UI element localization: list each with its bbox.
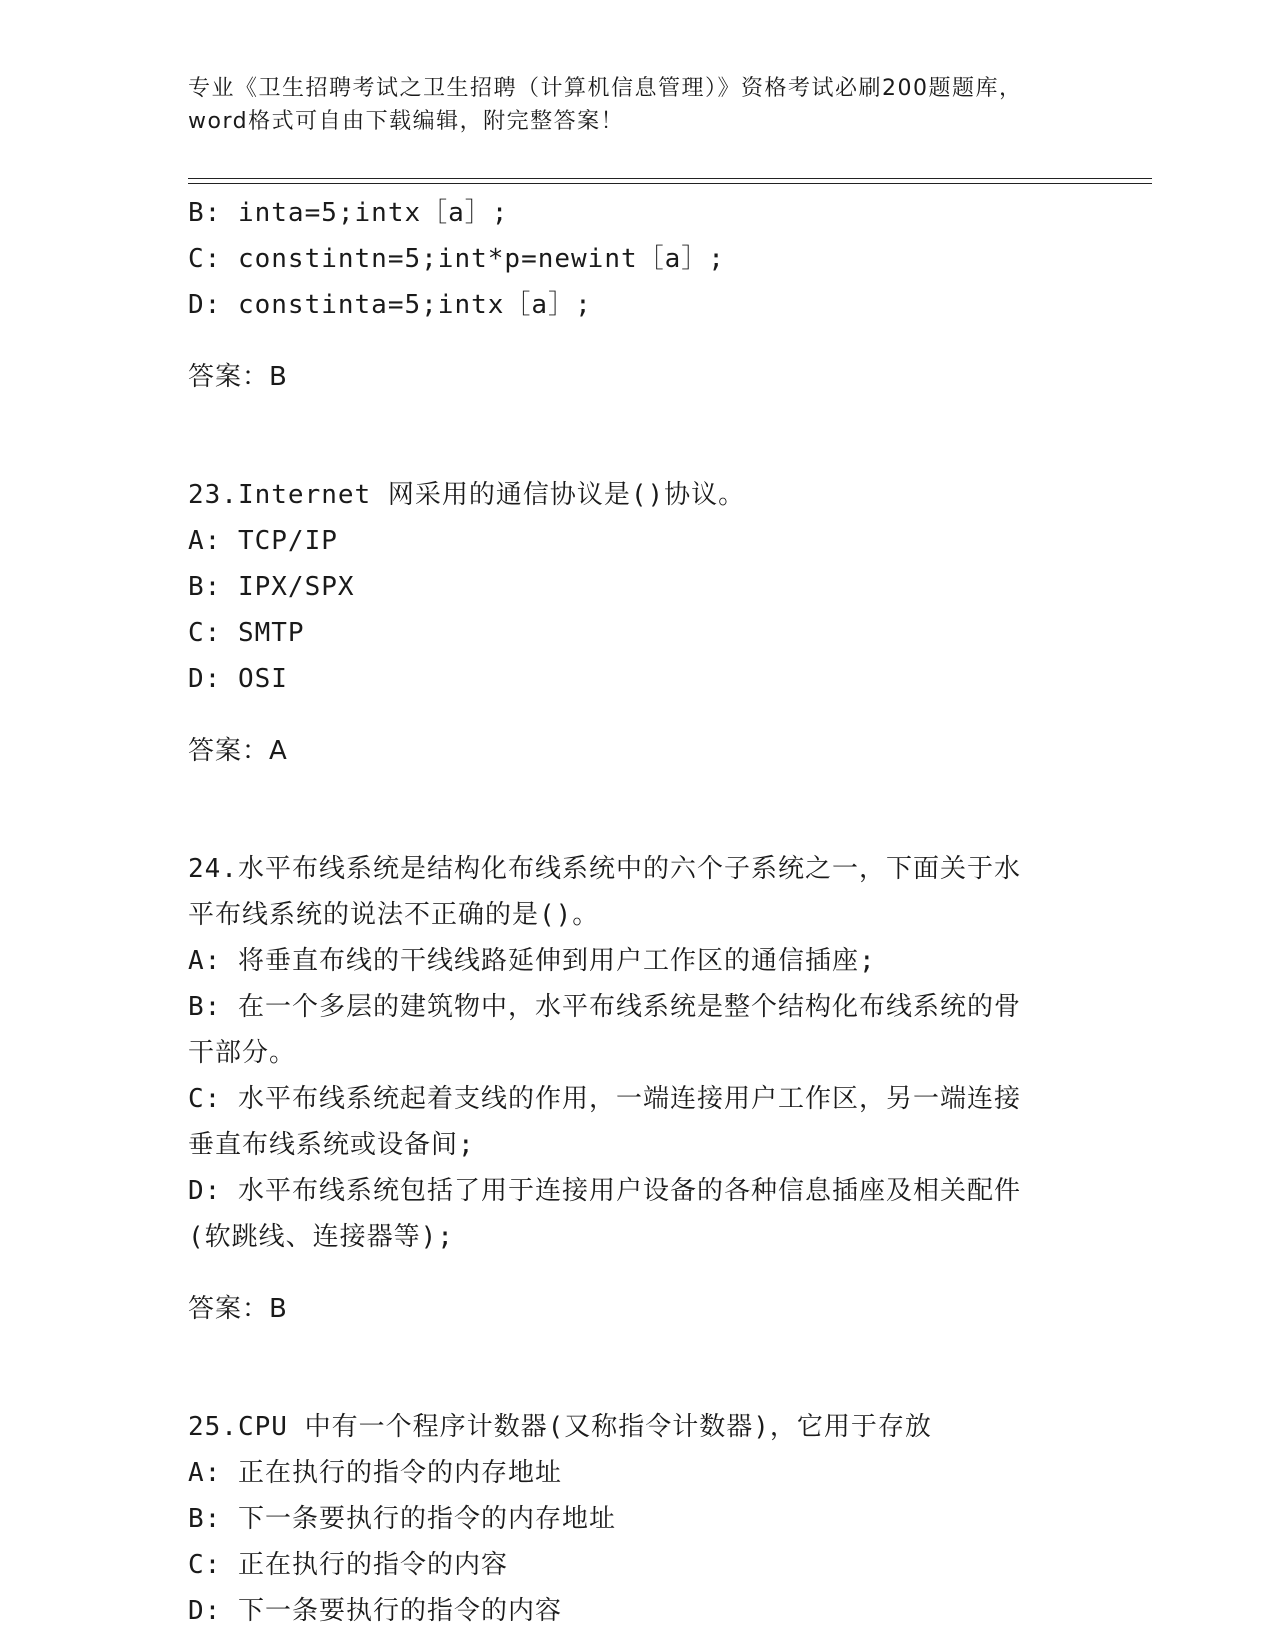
spacer xyxy=(188,800,1088,846)
option-c-continued: 垂直布线系统或设备间; xyxy=(188,1130,475,1160)
question-text-line-2: 平布线系统的说法不正确的是()。 xyxy=(188,900,600,930)
option-d: D: OSI xyxy=(188,664,288,694)
question-24 xyxy=(188,846,1088,1332)
option-a: A: 正在执行的指令的内存地址 xyxy=(188,1458,562,1488)
option-c: C: 正在执行的指令的内容 xyxy=(188,1550,508,1580)
option-b: B: 下一条要执行的指令的内存地址 xyxy=(188,1504,616,1534)
question-23 xyxy=(188,472,1088,774)
option-b: B: 在一个多层的建筑物中，水平布线系统是整个结构化布线系统的骨 xyxy=(188,992,1021,1022)
question-22 xyxy=(188,190,1088,400)
header-divider-bottom xyxy=(188,183,1152,184)
spacer xyxy=(188,1358,1088,1404)
document-header xyxy=(188,72,1088,138)
option-c: C: SMTP xyxy=(188,618,305,648)
answer: 答案：B xyxy=(188,1294,288,1324)
answer: 答案：A xyxy=(188,736,288,766)
option-d-continued: (软跳线、连接器等); xyxy=(188,1222,454,1252)
option-d: D: 水平布线系统包括了用于连接用户设备的各种信息插座及相关配件 xyxy=(188,1176,1021,1206)
option-c: C: constintn=5;int*p=newint［a］; xyxy=(188,244,725,274)
spacer xyxy=(188,426,1088,472)
question-25 xyxy=(188,1404,1088,1634)
option-b: B: inta=5;intx［a］; xyxy=(188,198,509,228)
option-b: B: IPX/SPX xyxy=(188,572,355,602)
option-a: A: 将垂直布线的干线线路延伸到用户工作区的通信插座; xyxy=(188,946,876,976)
option-c: C: 水平布线系统起着支线的作用，一端连接用户工作区，另一端连接 xyxy=(188,1084,1021,1114)
option-d: D: constinta=5;intx［a］; xyxy=(188,290,592,320)
answer: 答案：B xyxy=(188,362,288,392)
option-d: D: 下一条要执行的指令的内容 xyxy=(188,1596,562,1626)
question-text: 25.CPU 中有一个程序计数器(又称指令计数器)，它用于存放 xyxy=(188,1412,932,1442)
option-b-continued: 干部分。 xyxy=(188,1038,297,1068)
header-line-1: 专业《卫生招聘考试之卫生招聘（计算机信息管理）》资格考试必刷200题题库， xyxy=(188,76,1023,101)
option-a: A: TCP/IP xyxy=(188,526,338,556)
header-divider-top xyxy=(188,178,1152,179)
question-text-line-1: 24.水平布线系统是结构化布线系统中的六个子系统之一，下面关于水 xyxy=(188,854,1021,884)
question-list xyxy=(188,190,1088,1634)
question-text: 23.Internet 网采用的通信协议是()协议。 xyxy=(188,480,746,510)
header-line-2: word格式可自由下载编辑，附完整答案！ xyxy=(188,109,625,134)
